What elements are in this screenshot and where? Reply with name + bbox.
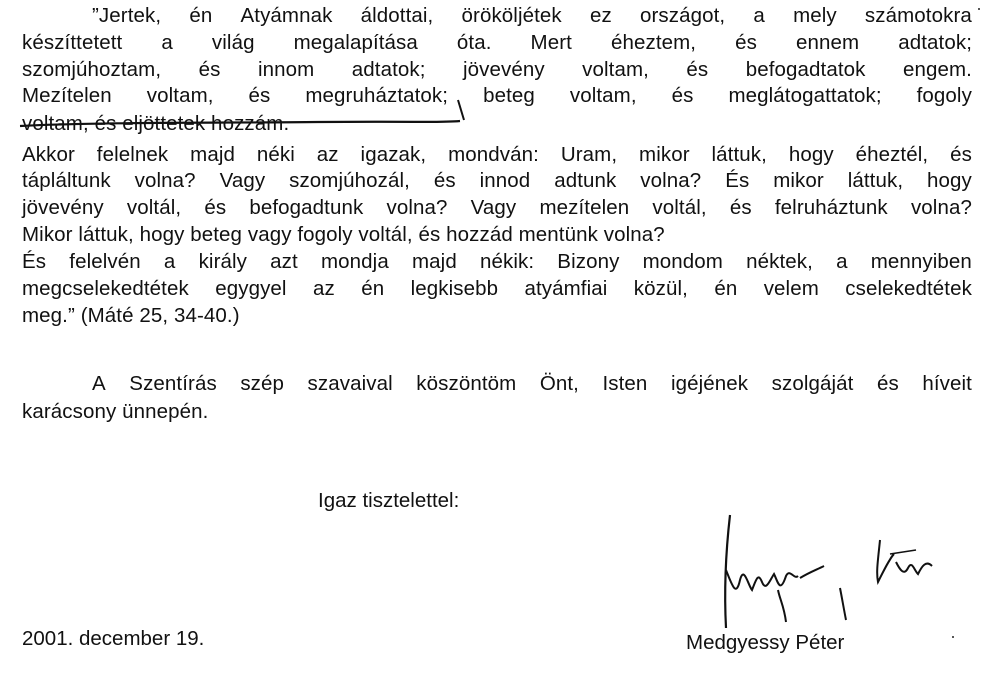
quote-line-6 bbox=[22, 141, 972, 168]
word: hogy bbox=[927, 169, 972, 192]
word: beteg bbox=[483, 84, 535, 107]
word: megruháztatok; bbox=[305, 84, 449, 107]
word: Mert bbox=[530, 31, 572, 54]
word: számotokra bbox=[864, 4, 972, 27]
word: voltál, bbox=[652, 196, 707, 219]
word: jövevény bbox=[22, 196, 104, 219]
word: a bbox=[836, 250, 848, 273]
word: ”Jertek, bbox=[92, 4, 162, 27]
word: a bbox=[161, 31, 173, 54]
word: voltam, bbox=[146, 84, 214, 107]
quote-line-1 bbox=[92, 2, 972, 29]
word: mondván: bbox=[448, 143, 539, 166]
word: karácsony ünnepén. bbox=[22, 400, 209, 423]
word: volna? bbox=[910, 196, 972, 219]
quote-line-3 bbox=[22, 56, 972, 83]
word: hogy bbox=[788, 143, 834, 166]
word: és bbox=[671, 84, 694, 107]
word: voltál, bbox=[126, 196, 182, 219]
word: és bbox=[204, 196, 227, 219]
word: felelnek bbox=[96, 143, 169, 166]
quote-line-11 bbox=[22, 275, 972, 302]
word: és bbox=[433, 169, 456, 192]
scan-speck bbox=[952, 636, 954, 638]
word: fogoly bbox=[916, 84, 972, 107]
word: mezítelen bbox=[539, 196, 630, 219]
word: országot, bbox=[639, 4, 726, 27]
word: mennyiben bbox=[870, 250, 972, 273]
word: megalapítása bbox=[293, 31, 418, 54]
word: a bbox=[753, 4, 765, 27]
closing-salutation: Igaz tisztelettel: bbox=[318, 489, 460, 512]
word: innom bbox=[257, 58, 315, 81]
word: örököljétek bbox=[461, 4, 562, 27]
word: Szentírás bbox=[129, 372, 217, 395]
letter-date: 2001. december 19. bbox=[22, 627, 205, 650]
quote-line-4 bbox=[22, 82, 972, 109]
word: köszöntöm bbox=[416, 372, 517, 395]
word: Atyámnak bbox=[240, 4, 333, 27]
word: cselekedtétek bbox=[845, 277, 972, 300]
word: volna? bbox=[640, 169, 702, 192]
signer-name: Medgyessy Péter bbox=[686, 631, 845, 654]
word: éheztem, bbox=[610, 31, 697, 54]
word: éheztél, bbox=[855, 143, 929, 166]
word: én bbox=[361, 277, 385, 300]
word: velem bbox=[763, 277, 819, 300]
word: voltam, bbox=[582, 58, 649, 81]
word: Vagy bbox=[219, 169, 266, 192]
word: szép bbox=[240, 372, 285, 395]
word: megcselekedtétek bbox=[22, 277, 189, 300]
word: szomjúhozál, bbox=[289, 169, 410, 192]
word: mondja bbox=[320, 250, 389, 273]
word: azt bbox=[270, 250, 298, 273]
word: láttuk, bbox=[711, 143, 767, 166]
word: világ bbox=[211, 31, 255, 54]
word: igazak, bbox=[360, 143, 427, 166]
word: én bbox=[714, 277, 738, 300]
word: néktek, bbox=[746, 250, 813, 273]
word: és bbox=[248, 84, 271, 107]
word: Mikor láttuk, hogy beteg vagy fogoly voltál, és hozzád mentünk volna? bbox=[22, 223, 665, 246]
greeting-line-1 bbox=[92, 370, 972, 397]
word: az bbox=[312, 277, 335, 300]
word: A bbox=[92, 372, 106, 395]
quote-line-7 bbox=[22, 167, 972, 194]
word: és bbox=[950, 143, 972, 166]
word: legkisebb bbox=[410, 277, 499, 300]
word: király bbox=[198, 250, 248, 273]
word: befogadtatok bbox=[745, 58, 866, 81]
word: készíttetett bbox=[22, 31, 123, 54]
word: híveit bbox=[922, 372, 972, 395]
word: majd bbox=[411, 250, 457, 273]
word: egygyel bbox=[215, 277, 287, 300]
quote-line-2 bbox=[22, 29, 972, 56]
word: Uram, bbox=[560, 143, 618, 166]
word: mikor bbox=[639, 143, 690, 166]
word: nékik: bbox=[479, 250, 535, 273]
word: jövevény bbox=[462, 58, 545, 81]
word: meg.” (Máté 25, 34-40.) bbox=[22, 304, 240, 327]
word: És bbox=[725, 169, 750, 192]
greeting-line-2 bbox=[22, 398, 972, 425]
word: és bbox=[198, 58, 221, 81]
word: Mezítelen bbox=[22, 84, 112, 107]
word: néki bbox=[256, 143, 295, 166]
word: láttuk, bbox=[847, 169, 904, 192]
word: Akkor bbox=[22, 143, 75, 166]
word: a bbox=[163, 250, 176, 273]
word: meglátogattatok; bbox=[728, 84, 882, 107]
word: tápláltunk bbox=[22, 169, 111, 192]
word: Bizony bbox=[557, 250, 620, 273]
word: befogadtunk bbox=[249, 196, 364, 219]
word: és bbox=[729, 196, 752, 219]
word: óta. bbox=[456, 31, 492, 54]
word: és bbox=[735, 31, 757, 54]
word: volna? bbox=[134, 169, 196, 192]
quote-line-10 bbox=[22, 248, 972, 275]
word: voltam, és eljöttetek hozzám. bbox=[22, 112, 290, 135]
quote-line-8 bbox=[22, 194, 972, 221]
word: Önt, bbox=[539, 372, 579, 395]
quote-citation-line bbox=[22, 302, 972, 329]
word: volna? bbox=[386, 196, 448, 219]
word: és bbox=[876, 372, 899, 395]
word: mely bbox=[793, 4, 837, 27]
word: szomjúhoztam, bbox=[22, 58, 162, 81]
word: közül, bbox=[633, 277, 688, 300]
word: Vagy bbox=[470, 196, 517, 219]
word: És bbox=[22, 250, 47, 273]
word: ennem bbox=[796, 31, 860, 54]
word: innod bbox=[479, 169, 531, 192]
word: majd bbox=[190, 143, 235, 166]
word: áldottai, bbox=[360, 4, 434, 27]
word: szolgáját bbox=[771, 372, 854, 395]
word: szavaival bbox=[307, 372, 393, 395]
word: igéjének bbox=[670, 372, 749, 395]
word: én bbox=[189, 4, 213, 27]
word: mikor bbox=[773, 169, 824, 192]
word: és bbox=[686, 58, 709, 81]
word: voltam, bbox=[569, 84, 637, 107]
word: Isten bbox=[602, 372, 648, 395]
word: felruháztunk bbox=[774, 196, 888, 219]
scan-speck bbox=[978, 8, 980, 10]
quote-line-9 bbox=[22, 221, 972, 248]
word: mondom bbox=[642, 250, 723, 273]
word: adtunk bbox=[554, 169, 617, 192]
word: adtatok; bbox=[898, 31, 972, 54]
word: atyámfiai bbox=[524, 277, 608, 300]
word: felelvén bbox=[69, 250, 141, 273]
quote-line-5 bbox=[22, 110, 972, 137]
word: az bbox=[316, 143, 339, 166]
word: adtatok; bbox=[351, 58, 426, 81]
word: engem. bbox=[902, 58, 972, 81]
word: ez bbox=[589, 4, 612, 27]
